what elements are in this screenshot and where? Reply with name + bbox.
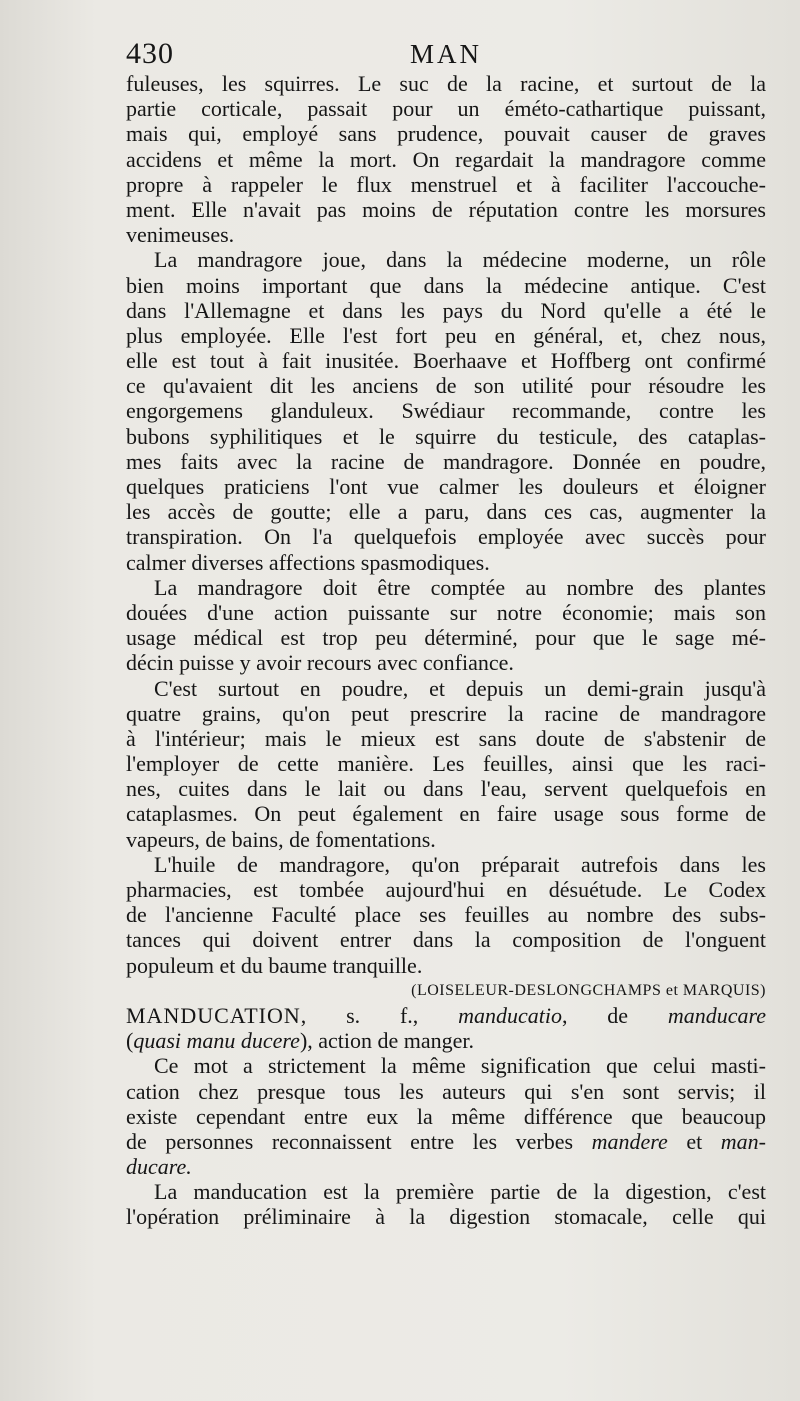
text-line: mes faits avec la racine de mandragore. Donnée en poudre, (126, 448, 766, 474)
text-line: usage médical est trop peu déterminé, pour que le sage mé- (126, 625, 766, 651)
text-line: accidens et même la mort. On regardait la mandragore comme (126, 146, 766, 172)
italic-term: manducare (667, 1002, 766, 1028)
text-line: La manducation est la première partie de la digestion, c'est (154, 1179, 766, 1205)
text-line: tances qui doivent entrer dans la composition de l'onguent (126, 927, 766, 953)
text-line: de l'ancienne Faculté place ses feuilles au nombre des subs- (126, 902, 766, 928)
text-line: calmer diverses affections spasmodiques. (126, 549, 490, 575)
text-line: cataplasmes. On peut également en faire usage sous forme de (126, 801, 766, 827)
italic-term: man- (720, 1128, 766, 1154)
running-head: MAN (409, 39, 482, 69)
author-signature: (LOISELEUR-DESLONGCHAMPS et MARQUIS) (411, 981, 766, 999)
italic-term: quasi manu ducere (133, 1028, 300, 1054)
text-line: propre à rappeler le flux menstruel et à faciliter l'accouche- (126, 171, 766, 197)
text-run: ( (126, 1028, 134, 1054)
text-line: les accès de goutte; elle a paru, dans ces cas, augmenter la (126, 499, 766, 525)
entry-headword: MANDUCATION (126, 1002, 301, 1028)
text-line: La mandragore joue, dans la médecine moderne, un rôle (154, 247, 766, 273)
text-line: engorgemens glanduleux. Swédiaur recommande, contre les (126, 398, 766, 424)
text-run: et (667, 1128, 721, 1154)
text-line: fuleuses, les squirres. Le suc de la racine, et surtout de la (126, 71, 766, 96)
text-line: populeum et du baume tranquille. (126, 952, 423, 978)
text-line: La mandragore doit être comptée au nombre des plantes (154, 574, 766, 600)
text-line: Ce mot a strictement la même signification que celui masti- (154, 1053, 766, 1079)
text-line: cation chez presque tous les auteurs qui s'en sont servis; il (126, 1078, 766, 1104)
text-line: L'huile de mandragore, qu'on préparait autrefois dans les (154, 851, 766, 877)
italic-term: mandere (591, 1128, 668, 1154)
text-line: à l'intérieur; mais le mieux est sans doute de s'abstenir de (126, 725, 766, 751)
page-number: 430 (126, 37, 174, 70)
text-run: ), action de manger. (299, 1028, 475, 1054)
text-run: , de (561, 1002, 668, 1028)
text-line: douées d'une action puissante sur notre économie; mais son (126, 599, 766, 625)
text-line: vapeurs, de bains, de fomentations. (126, 826, 436, 852)
text-line: existe cependant entre eux la même différence que beaucoup (126, 1103, 766, 1129)
text-line: bien moins important que dans la médecine antique. C'est (126, 272, 766, 298)
text-line (126, 1028, 766, 1053)
text-block (126, 71, 766, 1230)
text-run: , s. f., (300, 1002, 459, 1028)
page-header (126, 34, 766, 74)
text-line: elle est tout à fait inusitée. Boerhaave et Hoffberg ont confirmé (126, 348, 766, 374)
entry-headword-line (126, 1003, 766, 1028)
text-line: partie corticale, passait pour un éméto-cathartique puissant, (126, 96, 766, 122)
text-line (126, 1129, 766, 1154)
text-line: nes, cuites dans le lait ou dans l'eau, servent quelquefois en (126, 776, 766, 802)
text-line: venimeuses. (126, 222, 235, 248)
text-line: décin puisse y avoir recours avec confiance. (126, 650, 514, 676)
text-line: ment. Elle n'avait pas moins de réputation contre les morsures (126, 196, 766, 222)
text-line: C'est surtout en poudre, et depuis un demi-grain jusqu'à (154, 675, 766, 701)
text-line: ducare. (126, 1154, 192, 1180)
text-line: pharmacies, est tombée aujourd'hui en désuétude. Le Codex (126, 877, 766, 902)
text-line: l'opération préliminaire à la digestion stomacale, celle qui (126, 1204, 766, 1230)
text-line: transpiration. On l'a quelquefois employée avec succès pour (126, 524, 766, 550)
text-line: ce qu'avaient dit les anciens de son utilité pour résoudre les (126, 373, 766, 399)
text-line: l'employer de cette manière. Les feuilles, ainsi que les raci- (126, 751, 766, 777)
text-line: plus employée. Elle l'est fort peu en général, et, chez nous, (126, 322, 766, 348)
text-run: de personnes reconnaissent entre les verbes (126, 1128, 592, 1154)
text-line: mais qui, employé sans prudence, pouvait causer de graves (126, 121, 766, 147)
text-line: dans l'Allemagne et dans les pays du Nord qu'elle a été le (126, 297, 766, 323)
italic-term: manducatio (458, 1002, 562, 1028)
text-line: bubons syphilitiques et le squirre du testicule, des cataplas- (126, 423, 766, 449)
text-line: quelques praticiens l'ont vue calmer les douleurs et éloigner (126, 474, 766, 499)
text-line: quatre grains, qu'on peut prescrire la racine de mandragore (126, 700, 766, 726)
